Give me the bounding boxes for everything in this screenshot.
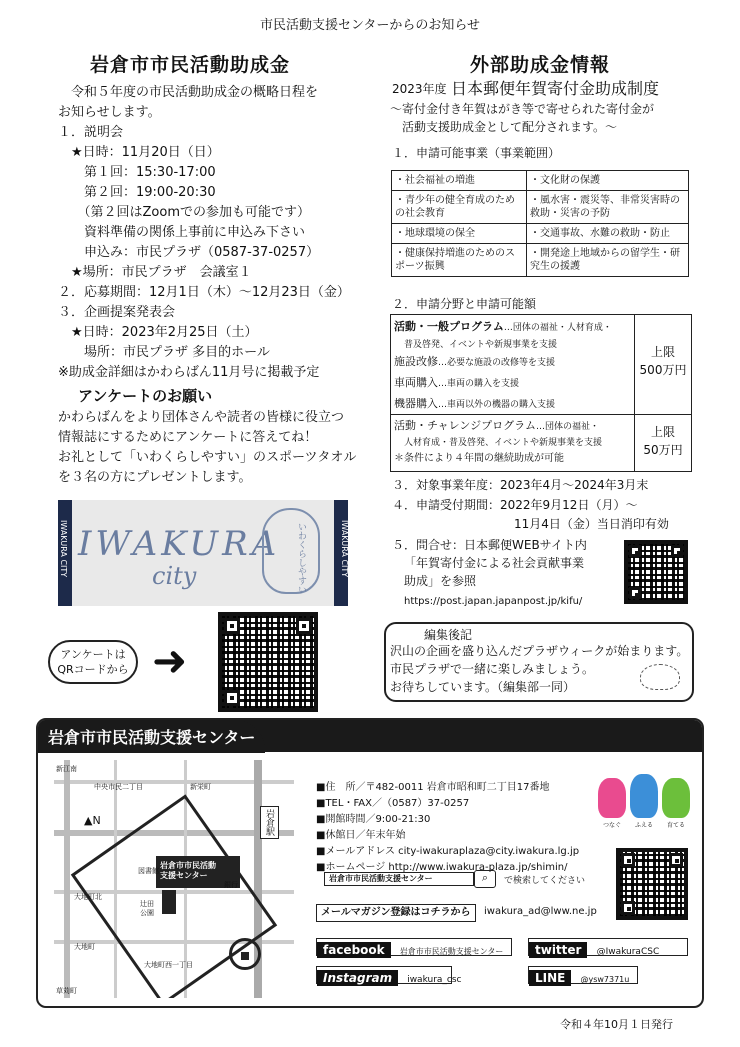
text-line: 場所：市民プラザ 多目的ホール <box>58 345 270 360</box>
table-cell: ・青少年の健全育成のための社会教育 <box>392 191 527 224</box>
facebook-name: 岩倉市市民活動支援センター <box>399 947 504 956</box>
section-2-title: ２．申請分野と申請可能額 <box>392 297 537 311</box>
text-line: 市民プラザで一緒に楽しみましょう。 <box>390 662 595 676</box>
program-challenge-desc2: 人材育成・普及啓発、イベントや新規事業を支援 <box>404 438 603 448</box>
table-cell: ・地球環境の保全 <box>392 224 527 244</box>
map-street: 新江南 <box>56 765 77 773</box>
table-cell: ・文化財の保護 <box>527 171 689 191</box>
text-line: かわらばんをより団体さんや読者の皆様に役立つ <box>58 410 345 425</box>
limit-amount: 500万円 <box>639 363 687 377</box>
map-street: 中央市民二丁目 <box>94 783 143 791</box>
map-center-label: 岩倉市市民活動 支援センター <box>156 856 240 888</box>
text-line: ３．企画提案発表会 <box>58 305 176 320</box>
towel-side-left: IWAKURA CITY <box>59 520 68 578</box>
text-line: 申込み：市民プラザ（0587-37-0257） <box>58 245 320 260</box>
survey-qr-code[interactable] <box>218 612 318 712</box>
text-line: を３名の方にプレゼントします。 <box>58 470 252 485</box>
text-line: 情報誌にするためにアンケートに答えてね！ <box>58 430 318 445</box>
mascot-logo <box>596 770 692 830</box>
table-cell: ・健康保持増進のためのスポーツ振興 <box>392 244 527 277</box>
qr-note-bubble: アンケートは QRコードから <box>48 640 138 684</box>
editor-note-title: 編集後記 <box>420 626 476 644</box>
program-facility-desc: …必要な施設の改修等を支援 <box>438 358 556 368</box>
page-header: 市民活動支援センターからのお知らせ <box>259 18 481 33</box>
left-body <box>58 83 368 383</box>
hedgehog-icon <box>640 664 680 690</box>
eligible-projects-table <box>391 170 689 277</box>
map-street: 新栄町 <box>190 783 211 791</box>
mail-magazine-address[interactable]: iwakura_ad@lww.ne.jp <box>484 906 597 917</box>
text-line: 資料準備の関係上事前に申込み下さい <box>58 225 306 240</box>
table-cell: ・社会福祉の増進 <box>392 171 527 191</box>
info-line: ■TEL・FAX／（0587）37-0257 <box>316 798 470 809</box>
program-general-desc: …団体の福祉・人材育成・ <box>503 323 612 333</box>
towel-kana: いわくらしやすい <box>296 522 306 594</box>
program-vehicle-desc: …車両の購入を支援 <box>438 379 520 389</box>
text-line: １．説明会 <box>58 125 124 140</box>
contact-line: ５．問合せ：日本郵便WEBサイト内 <box>392 538 587 552</box>
contact-line-3: 助成」を参照 <box>404 574 477 588</box>
text-line: 第１回：15:30-17:00 <box>58 165 216 180</box>
application-period: ４．申請受付期間：2022年9月12日（月）～ <box>392 498 638 512</box>
towel-image <box>58 500 348 606</box>
program-general: 活動・一般プログラム <box>394 320 504 333</box>
center-qr-code[interactable] <box>616 848 688 920</box>
program-challenge-desc: …団体の福祉・ <box>536 422 600 432</box>
info-line: ■メールアドレス city-iwakuraplaza@city.iwakura.lg.jp <box>316 846 580 857</box>
mascot-pink-icon <box>598 778 626 818</box>
mascot-blue-icon <box>630 774 658 818</box>
twitter-name: @IwakuraCSC <box>596 947 660 957</box>
text-line: 令和５年度の市民活動助成金の概略日程を <box>58 85 319 100</box>
mascot-green-icon <box>662 778 690 818</box>
map-street: 大地町 <box>74 943 95 951</box>
text-line: ２．応募期間：12月1日（木）～12月23日（金） <box>58 285 350 300</box>
grant-year: 2023年度 <box>392 82 447 96</box>
table-cell: ・風水害・震災等、非常災害時の救助・災害の予防 <box>527 191 689 224</box>
towel-logo-text: IWAKURA <box>78 524 281 564</box>
target-year: ３．対象事業年度：2023年4月～2024年3月末 <box>392 478 649 492</box>
text-line: お知らせします。 <box>58 105 161 120</box>
footer-header-bar <box>38 720 702 752</box>
table-cell: ・交通事故、水難の救助・防止 <box>527 224 689 244</box>
access-map <box>44 760 294 998</box>
program-vehicle: 車両購入 <box>394 376 438 389</box>
map-street: 大地町西一丁目 <box>144 961 193 969</box>
info-line: ■休館日／年末年始 <box>316 830 406 841</box>
mascot-label: ふえる <box>634 822 653 829</box>
mascot-label: つなぐ <box>602 822 621 829</box>
center-info <box>316 780 579 876</box>
text-line: 第２回：19:00-20:30 <box>58 185 216 200</box>
facebook-icon: facebook <box>317 942 391 958</box>
twitter-icon: twitter <box>529 942 587 958</box>
survey-body <box>58 408 378 488</box>
program-general-desc2: 普及啓発、イベントや新規事業を支援 <box>404 340 558 350</box>
towel-side-right: IWAKURA CITY <box>340 520 349 578</box>
text-line: ★場所：市民プラザ 会議室１ <box>58 265 252 280</box>
instagram-icon: Instagram <box>317 970 398 986</box>
program-challenge: 活動・チャレンジプログラム <box>394 419 537 432</box>
program-equipment-desc: …車両以外の機器の購入支援 <box>438 400 556 410</box>
text-line: お待ちしています。（編集部一同） <box>390 680 576 694</box>
program-table <box>390 314 692 472</box>
instagram-link[interactable] <box>316 966 462 985</box>
text-line: （第２回はZoomでの参加も可能です） <box>58 205 310 220</box>
facebook-link[interactable] <box>316 938 512 956</box>
text-line: ★日時：2023年2月25日（土） <box>58 325 258 340</box>
map-street: 銀行 <box>224 881 238 889</box>
map-building <box>162 890 176 914</box>
line-link[interactable] <box>528 966 638 984</box>
text-line: お礼として「いわくらしやすい」のスポーツタオル <box>58 450 357 465</box>
map-street: 辻田公園 <box>140 900 154 917</box>
kifu-url-link[interactable]: https://post.japan.japanpost.jp/kifu/ <box>404 596 583 607</box>
instagram-name: iwakura_csc <box>407 975 462 985</box>
line-icon: LINE <box>529 970 571 986</box>
mail-magazine-button[interactable]: メールマガジン登録はコチラから <box>316 904 476 922</box>
application-deadline: 11月4日（金）当日消印有効 <box>514 517 669 531</box>
program-facility: 施設改修 <box>394 355 438 368</box>
map-street: 図書館 <box>138 867 159 875</box>
table-cell: ・開発途上地域からの留学生・研究生の援護 <box>527 244 689 277</box>
program-challenge-note: ＊条件により４年間の継続助成が可能 <box>394 453 564 464</box>
contact-line-2: 「年賀寄付金による社会貢献事業 <box>404 556 585 570</box>
search-input[interactable]: 岩倉市市民活動支援センター <box>324 872 474 886</box>
towel-city-text: city <box>152 562 197 590</box>
footer-title: 岩倉市市民活動支援センター <box>38 720 265 753</box>
limit-label: 上限 <box>650 345 675 359</box>
info-line: ■住 所／〒482-0011 岩倉市昭和町二丁目17番地 <box>316 782 550 793</box>
grant-note-2: 活動支援助成金として配分されます。～ <box>402 120 618 134</box>
text-line: ★日時：11月20日（日） <box>58 145 220 160</box>
mascot-label: 育てる <box>666 822 685 829</box>
limit-label: 上限 <box>650 425 675 439</box>
line-name: @ysw7371u <box>580 975 630 984</box>
arrow-right-icon: ➜ <box>152 636 188 685</box>
grant-name: 日本郵便年賀寄付金助成制度 <box>451 79 660 98</box>
program-equipment: 機器購入 <box>394 397 438 410</box>
kifu-qr-code[interactable] <box>624 540 688 604</box>
search-icon[interactable]: ⌕ <box>474 870 496 888</box>
survey-title: アンケートのお願い <box>78 387 213 405</box>
twitter-link[interactable] <box>528 938 688 956</box>
station-label: 岩倉駅 <box>260 806 279 839</box>
text-line: 沢山の企画を盛り込んだプラザウィークが始まります。 <box>390 644 689 658</box>
info-line: ■開館時間／9:00-21:30 <box>316 814 431 825</box>
issue-date: 令和４年10月１日発行 <box>560 1018 673 1031</box>
text-line: ※助成金詳細はかわらばん11月号に掲載予定 <box>58 365 320 380</box>
north-arrow-icon: ▲N <box>84 814 101 827</box>
section-1-title: １．申請可能事業（事業範囲） <box>392 146 561 160</box>
info-line: ■ホームページ http://www.iwakura-plaza.jp/shimin/ <box>316 862 568 873</box>
grant-note-1: ～寄付金付き年賀はがき等で寄せられた寄付金が <box>390 102 655 116</box>
limit-amount: 50万円 <box>643 443 683 457</box>
right-title: 外部助成金情報 <box>470 54 611 76</box>
left-title: 岩倉市市民活動助成金 <box>90 54 291 76</box>
search-hint: で検索してください <box>504 876 586 886</box>
map-street: 大地町北 <box>74 893 102 901</box>
map-street: 草苅町 <box>56 987 77 995</box>
